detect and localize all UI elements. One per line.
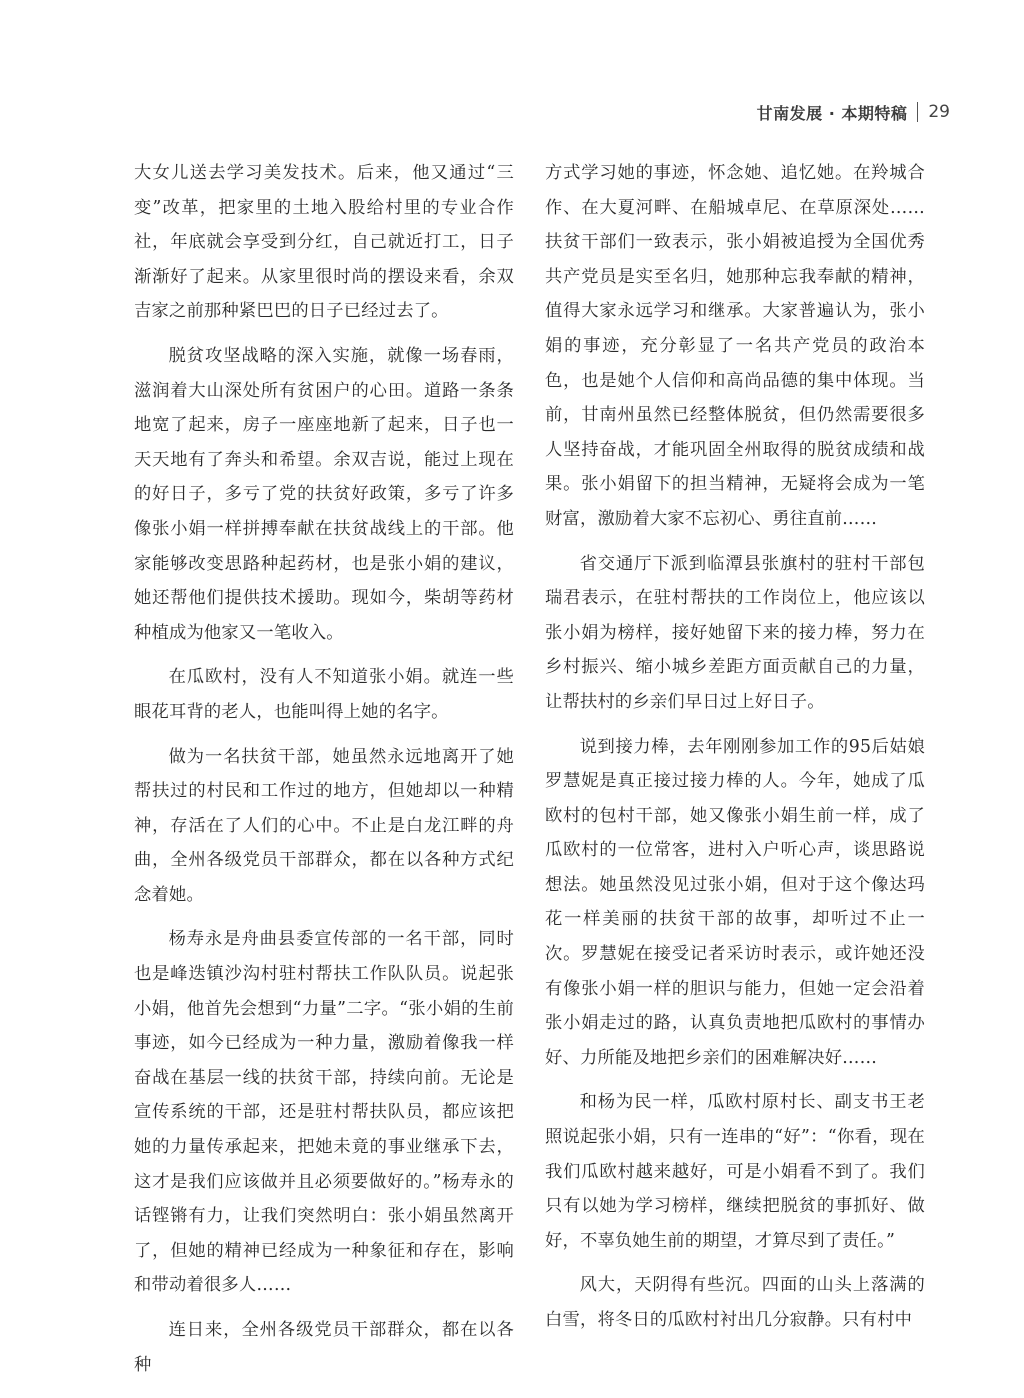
paragraph: 方式学习她的事迹，怀念她、追忆她。在羚城合作、在大夏河畔、在船城卓尼、在草原深处……扶贫干部们一致表示，张小娟被追授为全国优秀共产党员是实至名归，她那种忘我奉献的精神，值得大家永远学习和继承。大家普遍认为，张小娟的事迹，充分彰显了一名共产党员的政治本色，也是她个人信仰和高尚品德的集中体现。当前，甘南州虽然已经整体脱贫，但仍然需要很多人坚持奋战，才能巩固全州取得的脱贫成绩和战果。张小娟留下的担当精神，无疑将会成为一笔财富，激励着大家不忘初心、勇往直前…… — [545, 163, 925, 529]
paragraph: 和杨为民一样，瓜欧村原村长、副支书王老照说起张小娟，只有一连串的“好”：“你看，现在我们瓜欧村越来越好，可是小娟看不到了。我们只有以她为学习榜样，继续把脱贫的事抓好、做好，不辜负她生前的期望，才算尽到了责任。” — [545, 1092, 925, 1251]
paragraph: 风大，天阴得有些沉。四面的山头上落满的白雪，将冬日的瓜欧村衬出几分寂静。只有村中 — [545, 1275, 925, 1330]
section-title: 甘南发展 · 本期特稿 — [756, 103, 908, 123]
paragraph: 做为一名扶贫干部，她虽然永远地离开了她帮扶过的村民和工作过的地方，但她却以一种精神，存活在了人们的心中。不止是白龙江畔的舟曲，全州各级党员干部群众，都在以各种方式纪念着她。 — [134, 746, 514, 905]
paragraph: 省交通厅下派到临潭县张旗村的驻村干部包瑞君表示，在驻村帮扶的工作岗位上，他应该以张小娟为榜样，接好她留下来的接力棒，努力在乡村振兴、缩小城乡差距方面贡献自己的力量，让帮扶村的乡亲们早日过上好日子。 — [545, 553, 925, 712]
running-header — [757, 99, 950, 125]
paragraph: 脱贫攻坚战略的深入实施，就像一场春雨，滋润着大山深处所有贫困户的心田。道路一条条地宽了起来，房子一座座地新了起来，日子也一天天地有了奔头和希望。余双吉说，能过上现在的好日子，多亏了党的扶贫好政策，多亏了许多像张小娟一样拼搏奉献在扶贫战线上的干部。他家能够改变思路种起药材，也是张小娟的建议，她还帮他们提供技术援助。现如今，柴胡等药材种植成为他家又一笔收入。 — [134, 345, 514, 643]
paragraph: 杨寿永是舟曲县委宣传部的一名干部，同时也是峰迭镇沙沟村驻村帮扶工作队队员。说起张小娟，他首先会想到“力量”二字。“张小娟的生前事迹，如今已经成为一种力量，激励着像我一样奋战在基层一线的扶贫干部，持续向前。无论是宣传系统的干部，还是驻村帮扶队员，都应该把她的力量传承起来，把她未竟的事业继承下去，这才是我们应该做并且必须要做好的。”杨寿永的话铿锵有力，让我们突然明白：张小娟虽然离开了，但她的精神已经成为一种象征和存在，影响和带动着很多人…… — [134, 929, 514, 1296]
paragraph: 连日来，全州各级党员干部群众，都在以各种 — [134, 1320, 514, 1375]
right-column — [545, 156, 925, 1348]
paragraph: 说到接力棒，去年刚刚参加工作的95后姑娘罗慧妮是真正接过接力棒的人。今年，她成了瓜欧村的包村干部，她又像张小娟生前一样，成了瓜欧村的一位常客，进村入户听心声，谈思路说想法。她虽然没见过张小娟，但对于这个像达玛花一样美丽的扶贫干部的故事，却听过不止一次。罗慧妮在接受记者采访时表示，或许她还没有像张小娟一样的胆识与能力，但她一定会沿着张小娟走过的路，认真负责地把瓜欧村的事情办好、力所能及地把乡亲们的困难解决好…… — [545, 736, 925, 1068]
paragraph: 大女儿送去学习美发技术。后来，他又通过“三变”改革，把家里的土地入股给村里的专业合作社，年底就会享受到分红，自己就近打工，日子渐渐好了起来。从家里很时尚的摆设来看，余双吉家之前那种紧巴巴的日子已经过去了。 — [134, 163, 514, 322]
left-column — [134, 156, 514, 1392]
header-divider — [917, 102, 918, 122]
paragraph: 在瓜欧村，没有人不知道张小娟。就连一些眼花耳背的老人，也能叫得上她的名字。 — [134, 667, 514, 722]
page-number: 29 — [928, 102, 950, 122]
